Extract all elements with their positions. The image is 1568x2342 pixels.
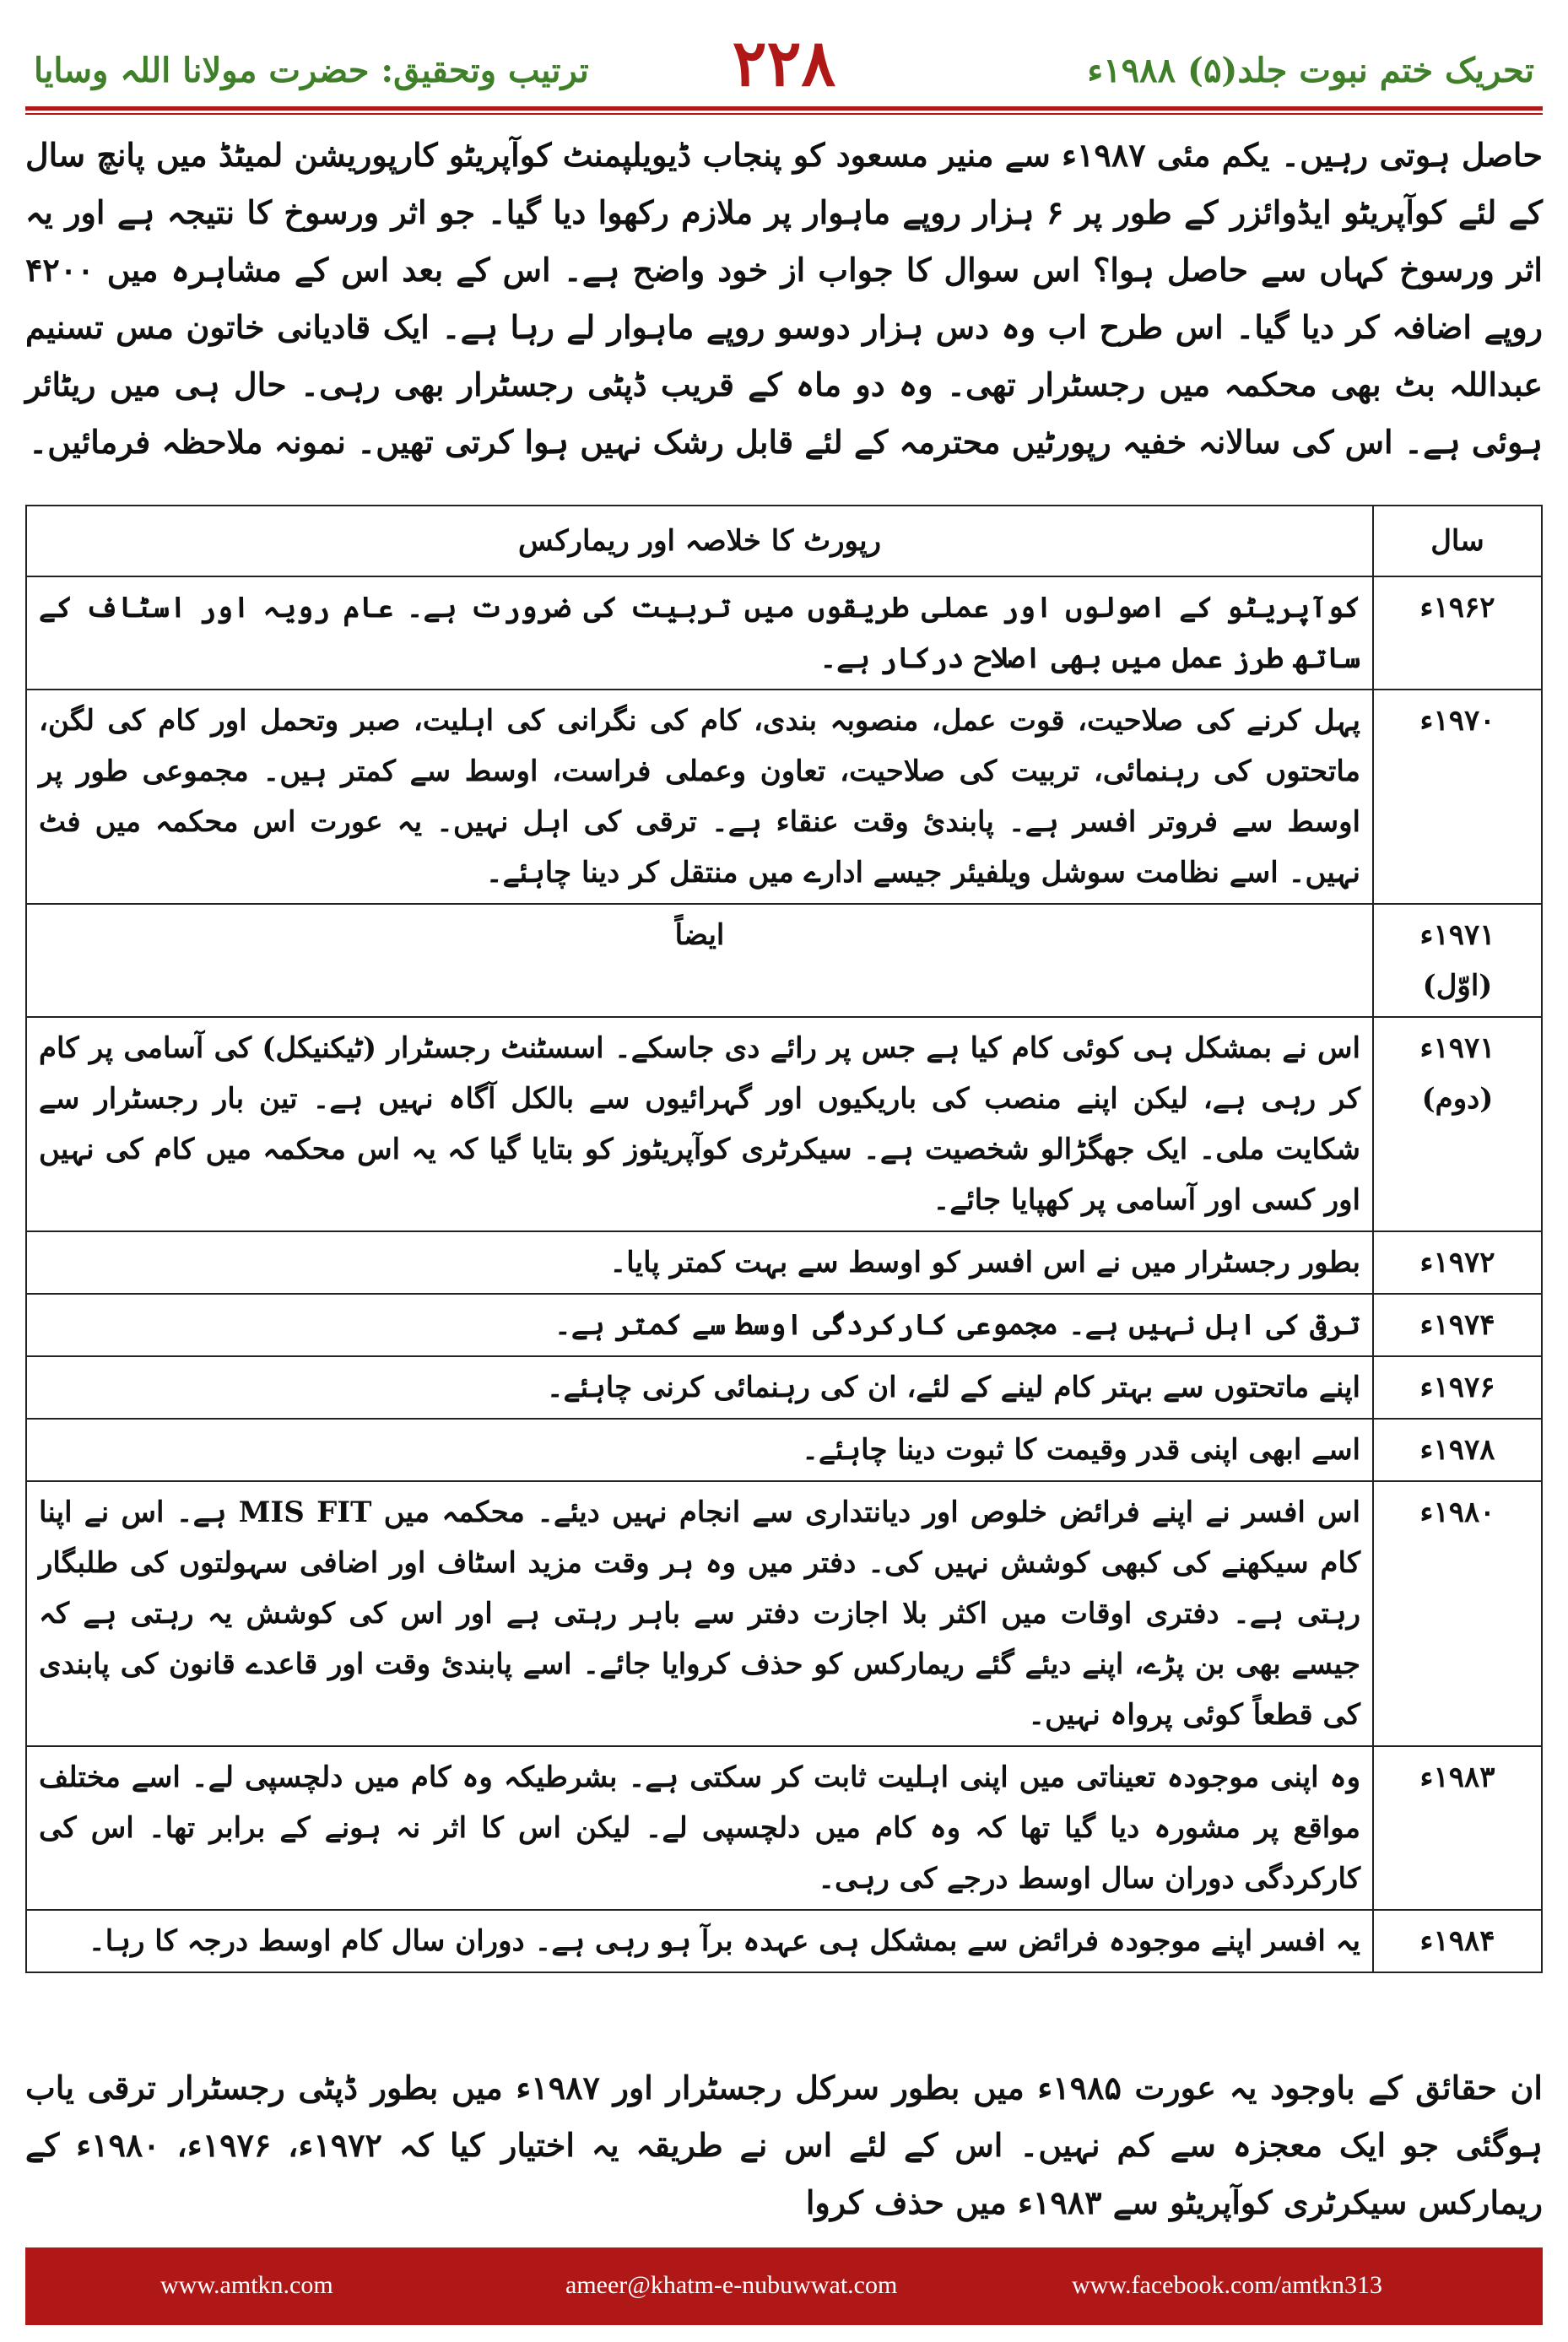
remarks-cell: اس نے بمشکل ہی کوئی کام کیا ہے جس پر رائے دی جاسکے۔ اسسٹنٹ رجسٹرار (ٹیکنیکل) کی آسامی پر کام کر رہی ہے، لیکن اپنے منصب کی باریکیوں اور گہرائیوں سے بالکل آگاہ نہیں ہے۔ تین بار رجسٹرار سے شکایت ملی۔ ایک جھگڑالو شخصیت ہے۔ سیکرٹری کوآپریٹوز کو بتایا گیا کہ یہ اس محکمہ میں کام کی نہیں اور کسی اور آسامی پر کھپایا جائے۔ [26, 1017, 1373, 1231]
table-row [26, 904, 1542, 1017]
year-column-header: سال [1373, 506, 1542, 576]
header-rule-thin [25, 113, 1543, 115]
page-footer [25, 2247, 1543, 2325]
intro-paragraph: حاصل ہوتی رہیں۔ یکم مئی ۱۹۸۷ء سے منیر مسعود کو پنجاب ڈیویلپمنٹ کوآپریٹو کارپوریشن لمیٹڈ میں پانچ سال کے لئے کوآپریٹو ایڈوائزر کے طور پر ۶ ہزار روپے ماہوار پر ملازم رکھوا دیا گیا۔ جو اثر ورسوخ کا نتیجہ ہے اور یہ اثر ورسوخ کہاں سے حاصل ہوا؟ اس سوال کا جواب از خود واضح ہے۔ اس کے بعد اس کے مشاہرہ میں ۴۲۰۰ روپے اضافہ کر دیا گیا۔ اس طرح اب وہ دس ہزار دوسو روپے ماہوار لے رہا ہے۔ ایک قادیانی خاتون مس تسنیم عبداللہ بٹ بھی محکمہ میں رجسٹرار تھی۔ وہ دو ماہ کے قریب ڈپٹی رجسٹرار بھی رہی۔ حال ہی میں ریٹائر ہوئی ہے۔ اس کی سالانہ خفیہ رپورٹیں محترمہ کے لئے قابل رشک نہیں ہوا کرتی تھیں۔ نمونہ ملاحظہ فرمائیں۔ [25, 136, 1543, 461]
year-cell: ۱۹۷۶ء [1373, 1356, 1542, 1419]
table-row [26, 1231, 1542, 1294]
year-cell: ۱۹۷۰ء [1373, 690, 1542, 904]
remarks-cell: یہ افسر اپنے موجودہ فرائض سے بمشکل ہی عہدہ برآ ہو رہی ہے۔ دوران سال کام اوسط درجہ کا رہا۔ [26, 1910, 1373, 1972]
year-cell: ۱۹۷۸ء [1373, 1419, 1542, 1481]
remarks-cell: اس افسر نے اپنے فرائض خلوص اور دیانتداری سے انجام نہیں دیئے۔ محکمہ میں MIS FIT ہے۔ اس نے اپنا کام سیکھنے کی کبھی کوشش نہیں کی۔ دفتر میں وہ ہر وقت مزید اسٹاف اور اضافی سہولتوں کی طلبگار رہتی ہے۔ دفتری اوقات میں اکثر بلا اجازت دفتر سے باہر رہتی ہے اور اس کی کوشش یہ رہتی ہے کہ جیسے بھی بن پڑے، اپنے دیئے گئے ریمارکس کو حذف کروایا جائے۔ اسے پابندیٔ وقت اور قاعدے قانون کی پابندی کی قطعاً کوئی پرواہ نہیں۔ [26, 1481, 1373, 1746]
year-cell: ۱۹۷۱ء (دوم) [1373, 1017, 1542, 1231]
email-link[interactable]: ameer@khatm-e-nubuwwat.com [565, 2271, 898, 2299]
facebook-link[interactable]: www.facebook.com/amtkn313 [1072, 2271, 1382, 2299]
table-row [26, 1017, 1542, 1231]
remarks-column-header: رپورٹ کا خلاصہ اور ریمارکس [26, 506, 1373, 576]
header-rule [25, 106, 1543, 111]
closing-paragraph: ان حقائق کے باوجود یہ عورت ۱۹۸۵ء میں بطور سرکل رجسٹرار اور ۱۹۸۷ء میں بطور ڈپٹی رجسٹرار ترقی یاب ہوگئی جو ایک معجزہ سے کم نہیں۔ اس کے لئے اس نے طریقہ یہ اختیار کیا کہ ۱۹۷۲ء، ۱۹۷۶ء، ۱۹۸۰ء کے ریمارکس سیکرٹری کوآپریٹو سے ۱۹۸۳ء میں حذف کروا [25, 2069, 1543, 2221]
page-number: ۲۲۸ [732, 25, 836, 100]
table-header-row [26, 506, 1542, 576]
remarks-cell: کوآپریٹو کے اصولوں اور عملی طریقوں میں تربیت کی ضرورت ہے۔ عام رویہ اور اسٹاف کے ساتھ طرز عمل میں بھی اصلاح درکار ہے۔ [26, 576, 1373, 690]
remarks-cell: ایضاً [26, 904, 1373, 1017]
website-link[interactable]: www.amtkn.com [160, 2271, 333, 2299]
year-cell: ۱۹۷۲ء [1373, 1231, 1542, 1294]
report-table [25, 505, 1543, 1973]
year-cell: ۱۹۶۲ء [1373, 576, 1542, 690]
remarks-cell: اپنے ماتحتوں سے بہتر کام لینے کے لئے، ان کی رہنمائی کرنی چاہئے۔ [26, 1356, 1373, 1419]
book-title: تحریک ختم نبوت جلد(۵) ۱۹۸۸ء [1087, 51, 1534, 90]
table-row [26, 1910, 1542, 1972]
remarks-cell: اسے ابھی اپنی قدر وقیمت کا ثبوت دینا چاہئے۔ [26, 1419, 1373, 1481]
year-cell: ۱۹۷۱ء (اوّل) [1373, 904, 1542, 1017]
year-cell: ۱۹۸۰ء [1373, 1481, 1542, 1746]
remarks-cell: وہ اپنی موجودہ تعیناتی میں اپنی اہلیت ثابت کر سکتی ہے۔ بشرطیکہ وہ کام میں دلچسپی لے۔ اسے مختلف مواقع پر مشورہ دیا گیا تھا کہ وہ کام میں دلچسپی لے۔ لیکن اس کا اثر نہ ہونے کے برابر تھا۔ اس کی کارکردگی دوران سال اوسط درجے کی رہی۔ [26, 1746, 1373, 1910]
remarks-cell: بطور رجسٹرار میں نے اس افسر کو اوسط سے بہت کمتر پایا۔ [26, 1231, 1373, 1294]
compiler-credit: ترتیب وتحقیق: حضرت مولانا اللہ وسایا [34, 51, 589, 90]
year-cell: ۱۹۷۴ء [1373, 1294, 1542, 1356]
table-row [26, 690, 1542, 904]
page-header [34, 17, 1534, 110]
table-row [26, 1746, 1542, 1910]
table-row [26, 1294, 1542, 1356]
table-row [26, 1481, 1542, 1746]
table-row [26, 1356, 1542, 1419]
year-cell: ۱۹۸۳ء [1373, 1746, 1542, 1910]
year-cell: ۱۹۸۴ء [1373, 1910, 1542, 1972]
remarks-cell: پہل کرنے کی صلاحیت، قوت عمل، منصوبہ بندی، کام کی نگرانی کی اہلیت، صبر وتحمل اور کام کی لگن، ماتحتوں کی رہنمائی، تربیت کی صلاحیت، تعاون وعملی فراست، اوسط سے کمتر ہیں۔ مجموعی طور پر اوسط سے فروتر افسر ہے۔ پابندیٔ وقت عنقاء ہے۔ ترقی کی اہل نہیں۔ یہ عورت اس محکمہ میں فٹ نہیں۔ اسے نظامت سوشل ویلفیئر جیسے ادارے میں منتقل کر دینا چاہئے۔ [26, 690, 1373, 904]
table-row [26, 1419, 1542, 1481]
remarks-cell: ترقی کی اہل نہیں ہے۔ مجموعی کارکردگی اوسط سے کمتر ہے۔ [26, 1294, 1373, 1356]
table-row [26, 576, 1542, 690]
